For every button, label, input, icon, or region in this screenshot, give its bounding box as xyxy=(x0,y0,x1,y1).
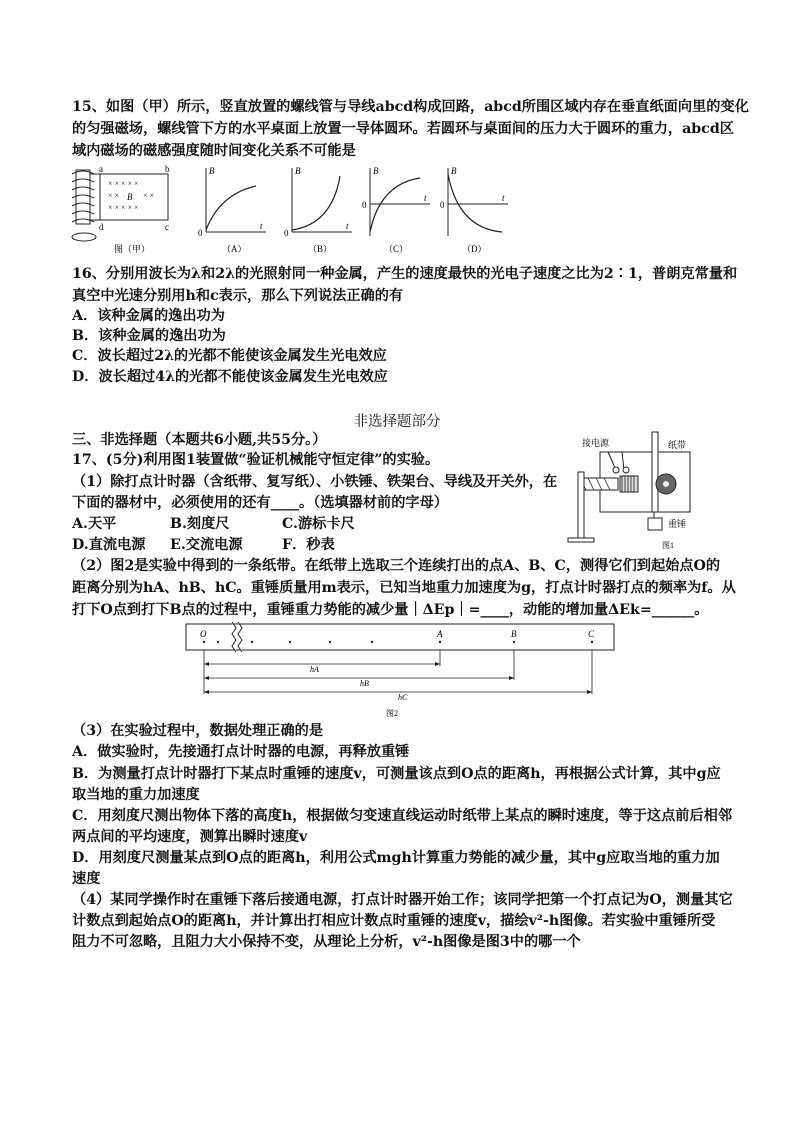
corner-c: c xyxy=(165,222,169,232)
conductor-ring xyxy=(72,233,96,241)
q17-p1-option-c: C.游标卡尺 xyxy=(282,516,355,532)
q17-p3-line-6: 两点间的平均速度，测算出瞬时速度v xyxy=(72,829,308,845)
q16-option-a: A．该种金属的逸出功为 xyxy=(72,308,225,324)
q17-p1-option-f: F．秒表 xyxy=(282,537,335,553)
fig-jia-caption: 图（甲） xyxy=(114,244,151,254)
q17-p2-line-2: 距离分别为hA、hB、hC。重锤质量用m表示，已知当地重力加速度为g，打点计时器打点的频率为f。从 xyxy=(72,580,736,596)
tape-point-o: O xyxy=(200,629,207,639)
q17-p3-line-1: （3）在实验过程中，数据处理正确的是 xyxy=(72,723,324,739)
q17-p4-line-2: 计数点到起始点O的距离h，并计算出打相应计数点时重锤的速度v，描绘v²-h图像。若实验中重锤所受 xyxy=(72,913,716,929)
svg-text:× ×: × × xyxy=(108,191,120,200)
q16-line-2: 真空中光速分别用h和c表示，那么下列说法正确的有 xyxy=(72,288,404,304)
figure-1-apparatus xyxy=(560,430,710,550)
section-title: 非选择题部分 xyxy=(353,414,441,430)
q17-p3-line-8: 速度 xyxy=(72,871,101,887)
q15-line-2: 的匀强磁场，螺线管下方的水平桌面上放置一导体圆环。若圆环与桌面间的压力大于圆环的重力，abcd区 xyxy=(72,121,734,137)
svg-text:（B）: （B） xyxy=(308,244,333,254)
fig2-caption: 图2 xyxy=(386,709,398,718)
svg-text:t: t xyxy=(424,193,427,203)
section-heading: 三、非选择题（本题共6小题,共55分。） xyxy=(72,432,327,448)
q17-p3-line-3: B．为测量打点计时器打下某点时重锤的速度v，可测量该点到O点的距离h，再根据公式计算，其中g应 xyxy=(72,766,721,782)
tape-point-a: A xyxy=(437,629,443,639)
svg-text:B: B xyxy=(209,166,215,176)
q17-p4-line-3: 阻力不可忽略，且阻力大小保持不变，从理论上分析，v²-h图像是图3中的哪一个 xyxy=(72,934,581,950)
q17-p1-option-e: E.交流电源 xyxy=(170,537,243,553)
corner-d: d xyxy=(99,222,104,232)
tape-point-c: C xyxy=(588,629,595,639)
q17-p2-line-3: 打下O点到打下B点的过程中，重锤重力势能的减少量｜ΔEp｜=____，动能的增加量ΔEk=______。 xyxy=(72,602,709,618)
q16-line-1: 16、分别用波长为λ和2λ的光照射同一种金属，产生的速度最快的光电子速度之比为2∶1，普朗克常量和 xyxy=(72,266,738,282)
svg-text:0: 0 xyxy=(362,200,367,210)
svg-text:t: t xyxy=(502,193,505,203)
figure-2-tape xyxy=(180,620,620,720)
q17-p1-option-a: A.天平 xyxy=(72,516,117,532)
q16-option-b: B．该种金属的逸出功为 xyxy=(72,328,226,344)
q15-line-1: 15、如图（甲）所示，竖直放置的螺线管与导线abcd构成回路，abcd所围区域内存在垂直纸面向里的变化 xyxy=(72,99,749,115)
fig1-label-power: 接电源 xyxy=(582,438,610,448)
dim-hc: hC xyxy=(398,693,408,702)
svg-text:0: 0 xyxy=(198,228,203,238)
q17-p3-line-2: A．做实验时，先接通打点计时器的电源，再释放重锤 xyxy=(72,744,410,760)
graph-a xyxy=(198,166,266,254)
q15-line-3: 域内磁场的磁感强度随时间变化关系不可能是 xyxy=(72,143,356,159)
fig1-caption: 图1 xyxy=(662,541,674,550)
q17-p1-line-2: 下面的器材中，必须使用的还有____。（选填器材前的字母） xyxy=(72,495,448,511)
q16-option-d: D．波长超过4λ的光都不能使该金属发生光电效应 xyxy=(72,369,388,385)
q17-p2-line-1: （2）图2是实验中得到的一条纸带。在纸带上选取三个连续打出的点A、B、C，测得它们到起始点O的 xyxy=(72,558,721,574)
dim-hb: hB xyxy=(360,679,369,688)
svg-text:t: t xyxy=(346,221,349,231)
solenoid-figure xyxy=(72,164,170,254)
dim-ha: hA xyxy=(310,665,319,674)
corner-a: a xyxy=(99,164,103,174)
svg-text:× × × × ×: × × × × × xyxy=(108,203,139,212)
field-label: B xyxy=(127,192,133,202)
q15-figures xyxy=(70,164,510,260)
q17-p4-line-1: （4）某同学操作时在重锤下落后接通电源，打点计时器开始工作；该同学把第一个打点记为O，测量其它 xyxy=(72,892,733,908)
q17-intro: 17、(5分)利用图1装置做“验证机械能守恒定律”的实验。 xyxy=(72,452,440,468)
graph-b xyxy=(284,166,352,254)
svg-text:B: B xyxy=(373,166,379,176)
svg-text:0: 0 xyxy=(284,228,289,238)
graph-d xyxy=(440,166,508,254)
svg-text:0: 0 xyxy=(440,200,445,210)
q16-option-c: C．波长超过2λ的光都不能使该金属发生光电效应 xyxy=(72,348,387,364)
q17-p3-line-7: D．用刻度尺测量某点到O点的距离h，利用公式mgh计算重力势能的减少量，其中g应取当地的重力加 xyxy=(72,850,720,866)
tape-point-b: B xyxy=(511,629,517,639)
svg-text:（D）: （D） xyxy=(462,244,487,254)
q17-p1-option-d: D.直流电源 xyxy=(72,537,146,553)
svg-text:（A）: （A） xyxy=(222,244,247,254)
svg-text:t: t xyxy=(260,221,263,231)
svg-text:（C）: （C） xyxy=(384,244,409,254)
q17-p3-line-5: C．用刻度尺测出物体下落的高度h，根据做匀变速直线运动时纸带上某点的瞬时速度，等于这点前后相邻 xyxy=(72,808,733,824)
svg-text:× ×: × × xyxy=(143,191,155,200)
corner-b: b xyxy=(165,164,170,174)
graph-c xyxy=(362,166,430,254)
q17-p1-option-b: B.刻度尺 xyxy=(170,516,230,532)
q17-p1-line-1: （1）除打点计时器（含纸带、复写纸）、小铁锤、铁架台、导线及开关外，在 xyxy=(72,474,558,490)
svg-text:B: B xyxy=(295,166,301,176)
fig1-label-weight: 重锤 xyxy=(668,519,687,529)
fig1-label-tape: 纸带 xyxy=(668,440,687,450)
svg-text:× × × × ×: × × × × × xyxy=(108,179,139,188)
svg-text:B: B xyxy=(451,166,457,176)
q17-p3-line-4: 取当地的重力加速度 xyxy=(72,787,200,803)
